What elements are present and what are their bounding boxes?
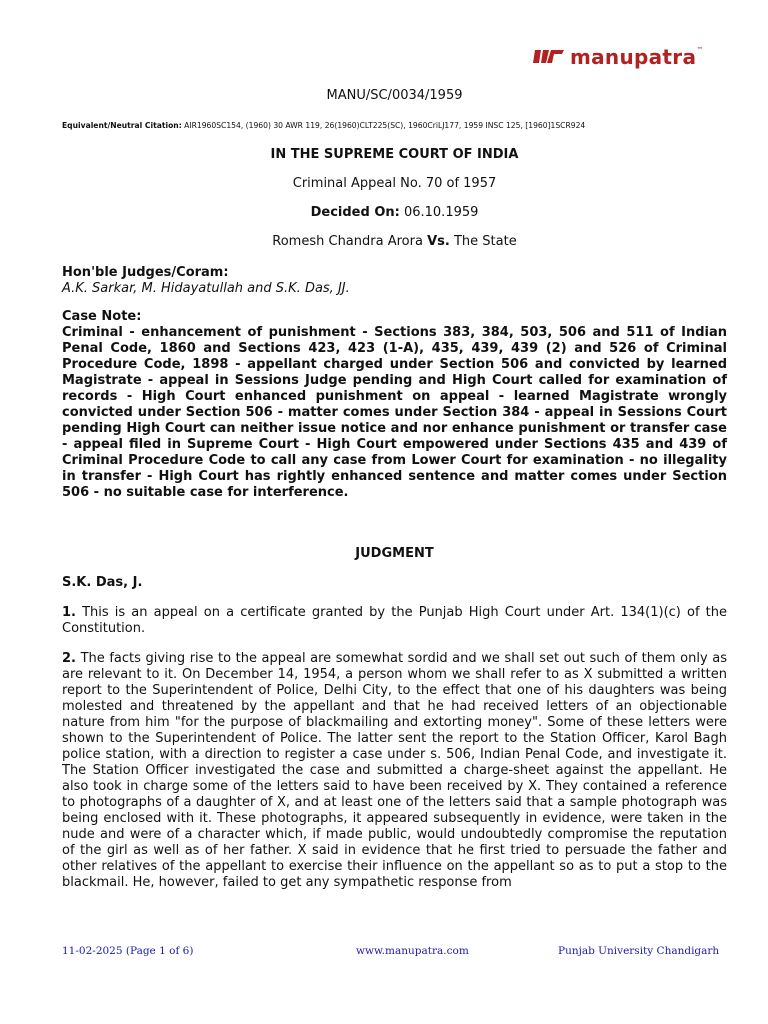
decided-on: [62, 205, 727, 220]
manupatra-logo: [533, 44, 723, 70]
decided-on-date: 06.10.1959: [403, 205, 479, 220]
equivalent-citation: [62, 121, 585, 130]
manupatra-logo-icon: [533, 47, 565, 67]
paragraph: [62, 605, 727, 637]
appeal-number: Criminal Appeal No. 70 of 1957: [292, 176, 497, 191]
paragraph-text: This is an appeal on a certificate granted by the Punjab High Court under Art. 134(1)(c) of the Constitution.: [62, 605, 727, 636]
citation: MANU/SC/0034/1959: [326, 88, 463, 103]
logo-text: manupatra: [570, 45, 697, 69]
court-name: IN THE SUPREME COURT OF INDIA: [270, 147, 519, 162]
paragraph-text: The facts giving rise to the appeal are somewhat sordid and we shall set out such of them only as are relevant to it. On December 14, 1954, a person whom we shall refer to as X submitted a written report to the Superintendent of Police, Delhi City, to the effect that one of his daughters was being molested and threatened by the appellant and that he had received letters of an objectionable nature from him "for the purpose of blackmailing and extorting money". Some of these letters were shown to the Superintendent of Police. The latter sent the report to the Station Officer, Karol Bagh police station, with a direction to register a case under s. 506, Indian Penal Code, and investigate it. The Station Officer investigated the case and submitted a charge-sheet against the appellant. He also took in charge some of the letters said to have been received by X. They contained a reference to photographs of a daughter of X, and at least one of the letters said that a sample photograph was being enclosed with it. These photographs, it appeared subsequently in evidence, were taken in the nude and were of a character which, if made public, would undoubtedly compromise the reputation of the girl as well as of her father. X said in evidence that he first tried to persuade the father and other relatives of the appellant to exercise their influence on the appellant so as to put a stop to the blackmail. He, however, failed to get any sympathetic response from: [62, 651, 727, 890]
paragraph-number: 1.: [62, 605, 76, 620]
party-respondent: The State: [453, 234, 517, 249]
versus-label: Vs.: [427, 234, 450, 249]
judges-label: Hon'ble Judges/Coram:: [62, 265, 229, 280]
parties: [62, 234, 727, 249]
judges-section: [62, 265, 727, 297]
case-note-section: [62, 309, 727, 501]
paragraph-number: 2.: [62, 651, 76, 666]
judgment-author: S.K. Das, J.: [62, 575, 143, 590]
logo-trademark: ™: [696, 46, 704, 54]
decided-on-label: Decided On:: [310, 205, 400, 220]
judges-names: A.K. Sarkar, M. Hidayatullah and S.K. Das, JJ.: [62, 281, 350, 296]
party-appellant: Romesh Chandra Arora: [272, 234, 423, 249]
judgment-heading: JUDGMENT: [355, 546, 434, 561]
footer-page-info: 11-02-2025 (Page 1 of 6): [62, 945, 194, 957]
equivalent-citation-value: AIR1960SC154, (1960) 30 AWR 119, 26(1960)CLT225(SC), 1960CriLJ177, 1959 INSC 125, [1960]1SCR924: [184, 121, 586, 130]
equivalent-citation-label: Equivalent/Neutral Citation:: [62, 121, 182, 130]
case-note-label: Case Note:: [62, 309, 142, 324]
paragraph: [62, 651, 727, 891]
footer-website-link[interactable]: www.manupatra.com: [356, 945, 469, 957]
footer-institution: Punjab University Chandigarh: [558, 945, 720, 957]
case-note-text: Criminal - enhancement of punishment - Sections 383, 384, 503, 506 and 511 of Indian Penal Code, 1860 and Sections 423, 423 (1-A), 435, 439, 439 (2) and 526 of Criminal Procedure Code, 1898 - appellant charged under Section 506 and convicted by learned Magistrate - appeal in Sessions Judge pending and High Court called for examination of records - High Court enhanced punishment on appeal - learned Magistrate wrongly convicted under Section 506 - matter comes under Section 384 - appeal in Sessions Court pending High Court can neither issue notice and nor enhance punishment or transfer case - appeal filed in Supreme Court - High Court empowered under Sections 435 and 439 of Criminal Procedure Code to call any case from Lower Court for examination - no illegality in transfer - High Court has rightly enhanced sentence and matter comes under Section 506 - no suitable case for interference.: [62, 325, 727, 500]
